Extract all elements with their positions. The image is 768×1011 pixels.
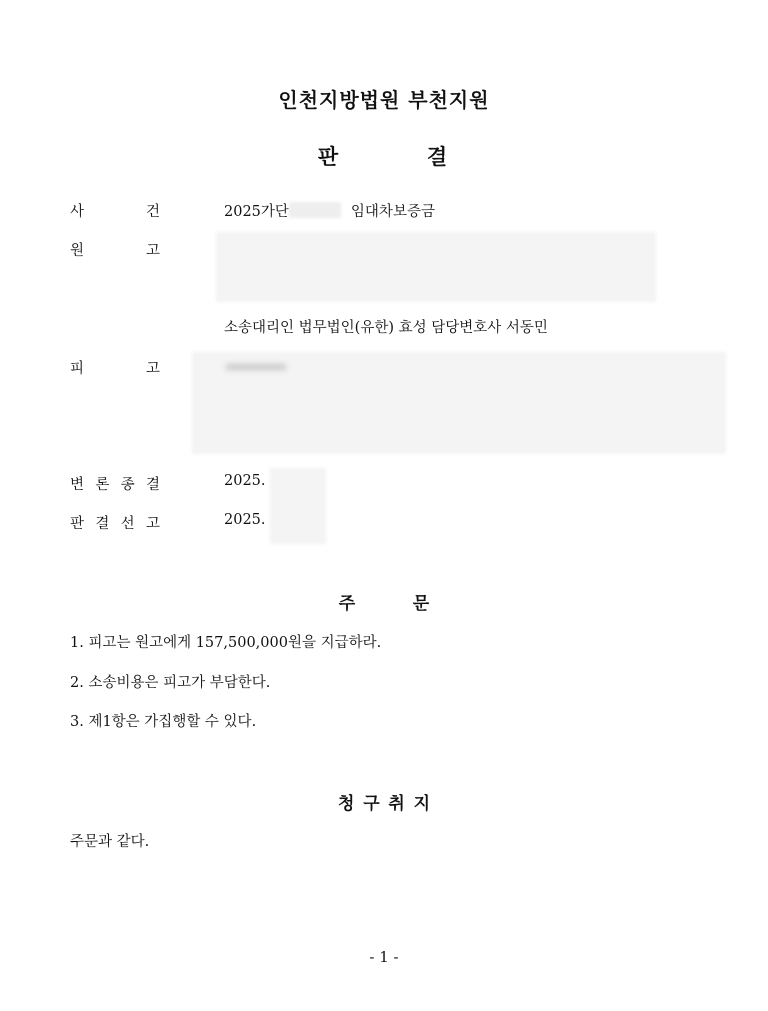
judgment-date-label: 판 결 선 고 <box>70 516 160 532</box>
case-label: 사 건 <box>70 204 160 220</box>
page-number: - 1 - <box>369 948 399 966</box>
plaintiff-representative: 소송대리인 법무법인(유한) 효성 담당변호사 서동민 <box>224 320 548 336</box>
redacted-plaintiff <box>216 232 656 302</box>
order-item-1: 1. 피고는 원고에게 157,500,000원을 지급하라. <box>70 635 382 651</box>
order-title-char-1: 주 <box>338 594 356 614</box>
order-item-3: 3. 제1항은 가집행할 수 있다. <box>70 714 257 730</box>
claim-title: 청 구 취 지 <box>338 794 430 814</box>
case-value <box>224 200 435 221</box>
closing-label: 변 론 종 결 <box>70 477 160 493</box>
case-name: 임대차보증금 <box>350 204 435 220</box>
closing-date: 2025. <box>224 473 266 489</box>
doc-title-char-1: 판 <box>317 145 339 169</box>
judgment-date: 2025. <box>224 512 266 528</box>
case-number: 2025가단 <box>224 204 289 220</box>
redaction-smudge <box>226 364 286 370</box>
redacted-case-number <box>289 202 341 218</box>
doc-title-char-2: 결 <box>426 145 448 169</box>
court-name: 인천지방법원 부천지원 <box>278 88 490 112</box>
claim-text: 주문과 같다. <box>70 834 150 850</box>
order-item-2: 2. 소송비용은 피고가 부담한다. <box>70 675 271 691</box>
order-title-char-2: 문 <box>412 594 430 614</box>
redacted-dates <box>270 468 326 544</box>
defendant-label: 피 고 <box>70 361 160 377</box>
plaintiff-label: 원 고 <box>70 243 160 259</box>
